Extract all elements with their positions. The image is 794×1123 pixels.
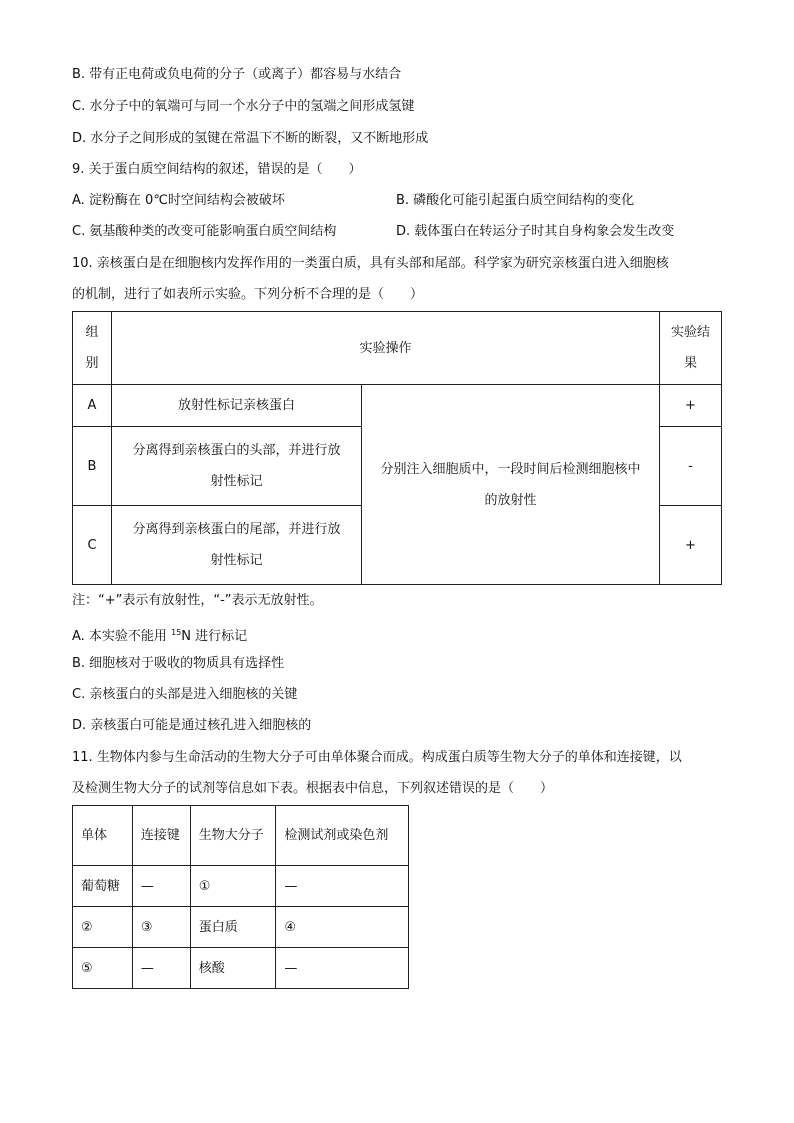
header-result: [660, 312, 722, 385]
q9-option-b: B. 磷酸化可能引起蛋白质空间结构的变化: [396, 193, 635, 208]
table-row: [73, 866, 409, 907]
shared-op-line2: 的放射性: [484, 492, 537, 508]
operation-line1: 分离得到亲核蛋白的头部，并进行放: [132, 443, 341, 458]
header-cell: 检测试剂或染色剂: [276, 806, 409, 866]
group-cell: B: [73, 427, 112, 506]
q8-option-b: B. 带有正电荷或负电荷的分子（或离子）都容易与水结合: [72, 67, 402, 82]
header-cell: 生物大分子: [190, 806, 276, 866]
q8-option-d: D. 水分子之间形成的氢键在常温下不断的断裂，又不断地形成: [72, 131, 429, 146]
table-cell: —: [276, 948, 409, 989]
q11-info-table: [72, 805, 409, 989]
header-result-line2: 果: [683, 356, 697, 371]
q11-stem-line2: 及检测生物大分子的试剂等信息如下表。根据表中信息，下列叙述错误的是（ ）: [72, 781, 554, 796]
q9-option-a: A. 淀粉酶在 0℃时空间结构会被破坏: [72, 193, 285, 208]
header-cell: 连接键: [132, 806, 190, 866]
q10-option-d: D. 亲核蛋白可能是通过核孔进入细胞核的: [72, 718, 312, 733]
table-header-row: [73, 806, 409, 866]
q10-experiment-table: [72, 311, 722, 585]
result-cell: +: [660, 506, 722, 585]
table-cell: ②: [73, 907, 133, 948]
operation-line2: 射性标记: [210, 474, 263, 489]
operation-line2: 射性标记: [210, 553, 263, 568]
table-cell: ③: [132, 907, 190, 948]
q9-stem: 9. 关于蛋白质空间结构的叙述，错误的是（ ）: [72, 162, 362, 177]
q10-note: 注：“+”表示有放射性，“-”表示无放射性。: [72, 593, 323, 608]
group-cell: C: [73, 506, 112, 585]
header-group-line2: 别: [85, 356, 99, 371]
table-cell: 葡萄糖: [73, 866, 133, 907]
table-cell: 蛋白质: [190, 907, 276, 948]
q8-option-c: C. 水分子中的氧端可与同一个水分子中的氢端之间形成氢键: [72, 99, 415, 114]
shared-operation-cell: [362, 385, 660, 585]
q11-stem-line1: 11. 生物体内参与生命活动的生物大分子可由单体聚合而成。构成蛋白质等生物大分子的单体和连接键，以: [72, 750, 682, 765]
table-row: [73, 907, 409, 948]
shared-op-line1: 分别注入细胞质中，一段时间后检测细胞核中: [380, 461, 641, 477]
header-operation: 实验操作: [112, 312, 660, 385]
operation-cell: [112, 427, 362, 506]
q10-option-b: B. 细胞核对于吸收的物质具有选择性: [72, 656, 285, 671]
q9-option-d: D. 载体蛋白在转运分子时其自身构象会发生改变: [396, 224, 675, 239]
q10-stem-line1: 10. 亲核蛋白是在细胞核内发挥作用的一类蛋白质，具有头部和尾部。科学家为研究亲核蛋白进入细胞核: [72, 256, 669, 271]
header-result-line1: 实验结: [670, 325, 710, 340]
q10-option-a: [72, 624, 247, 646]
result-cell: -: [660, 427, 722, 506]
table-cell: —: [132, 866, 190, 907]
table-row: [73, 948, 409, 989]
q10-stem-line2: 的机制，进行了如表所示实验。下列分析不合理的是（ ）: [72, 287, 424, 302]
operation-line1: 分离得到亲核蛋白的尾部，并进行放: [132, 522, 341, 537]
table-cell: —: [132, 948, 190, 989]
table-cell: ①: [190, 866, 276, 907]
header-group: [73, 312, 112, 385]
group-cell: A: [73, 385, 112, 427]
table-cell: ④: [276, 907, 409, 948]
q10a-text: A. 本实验不能用: [72, 629, 172, 644]
result-cell: +: [660, 385, 722, 427]
operation-cell: [112, 506, 362, 585]
header-group-line1: 组: [85, 325, 99, 340]
isotope-superscript: 15: [171, 628, 182, 637]
q9-option-c: C. 氨基酸种类的改变可能影响蛋白质空间结构: [72, 224, 337, 239]
q10a-text-end: N 进行标记: [181, 629, 248, 644]
table-cell: ⑤: [73, 948, 133, 989]
table-row: [73, 385, 722, 427]
table-cell: —: [276, 866, 409, 907]
q10-option-c: C. 亲核蛋白的头部是进入细胞核的关键: [72, 687, 298, 702]
operation-cell: 放射性标记亲核蛋白: [112, 385, 362, 427]
header-cell: 单体: [73, 806, 133, 866]
table-header-row: [73, 312, 722, 385]
table-cell: 核酸: [190, 948, 276, 989]
